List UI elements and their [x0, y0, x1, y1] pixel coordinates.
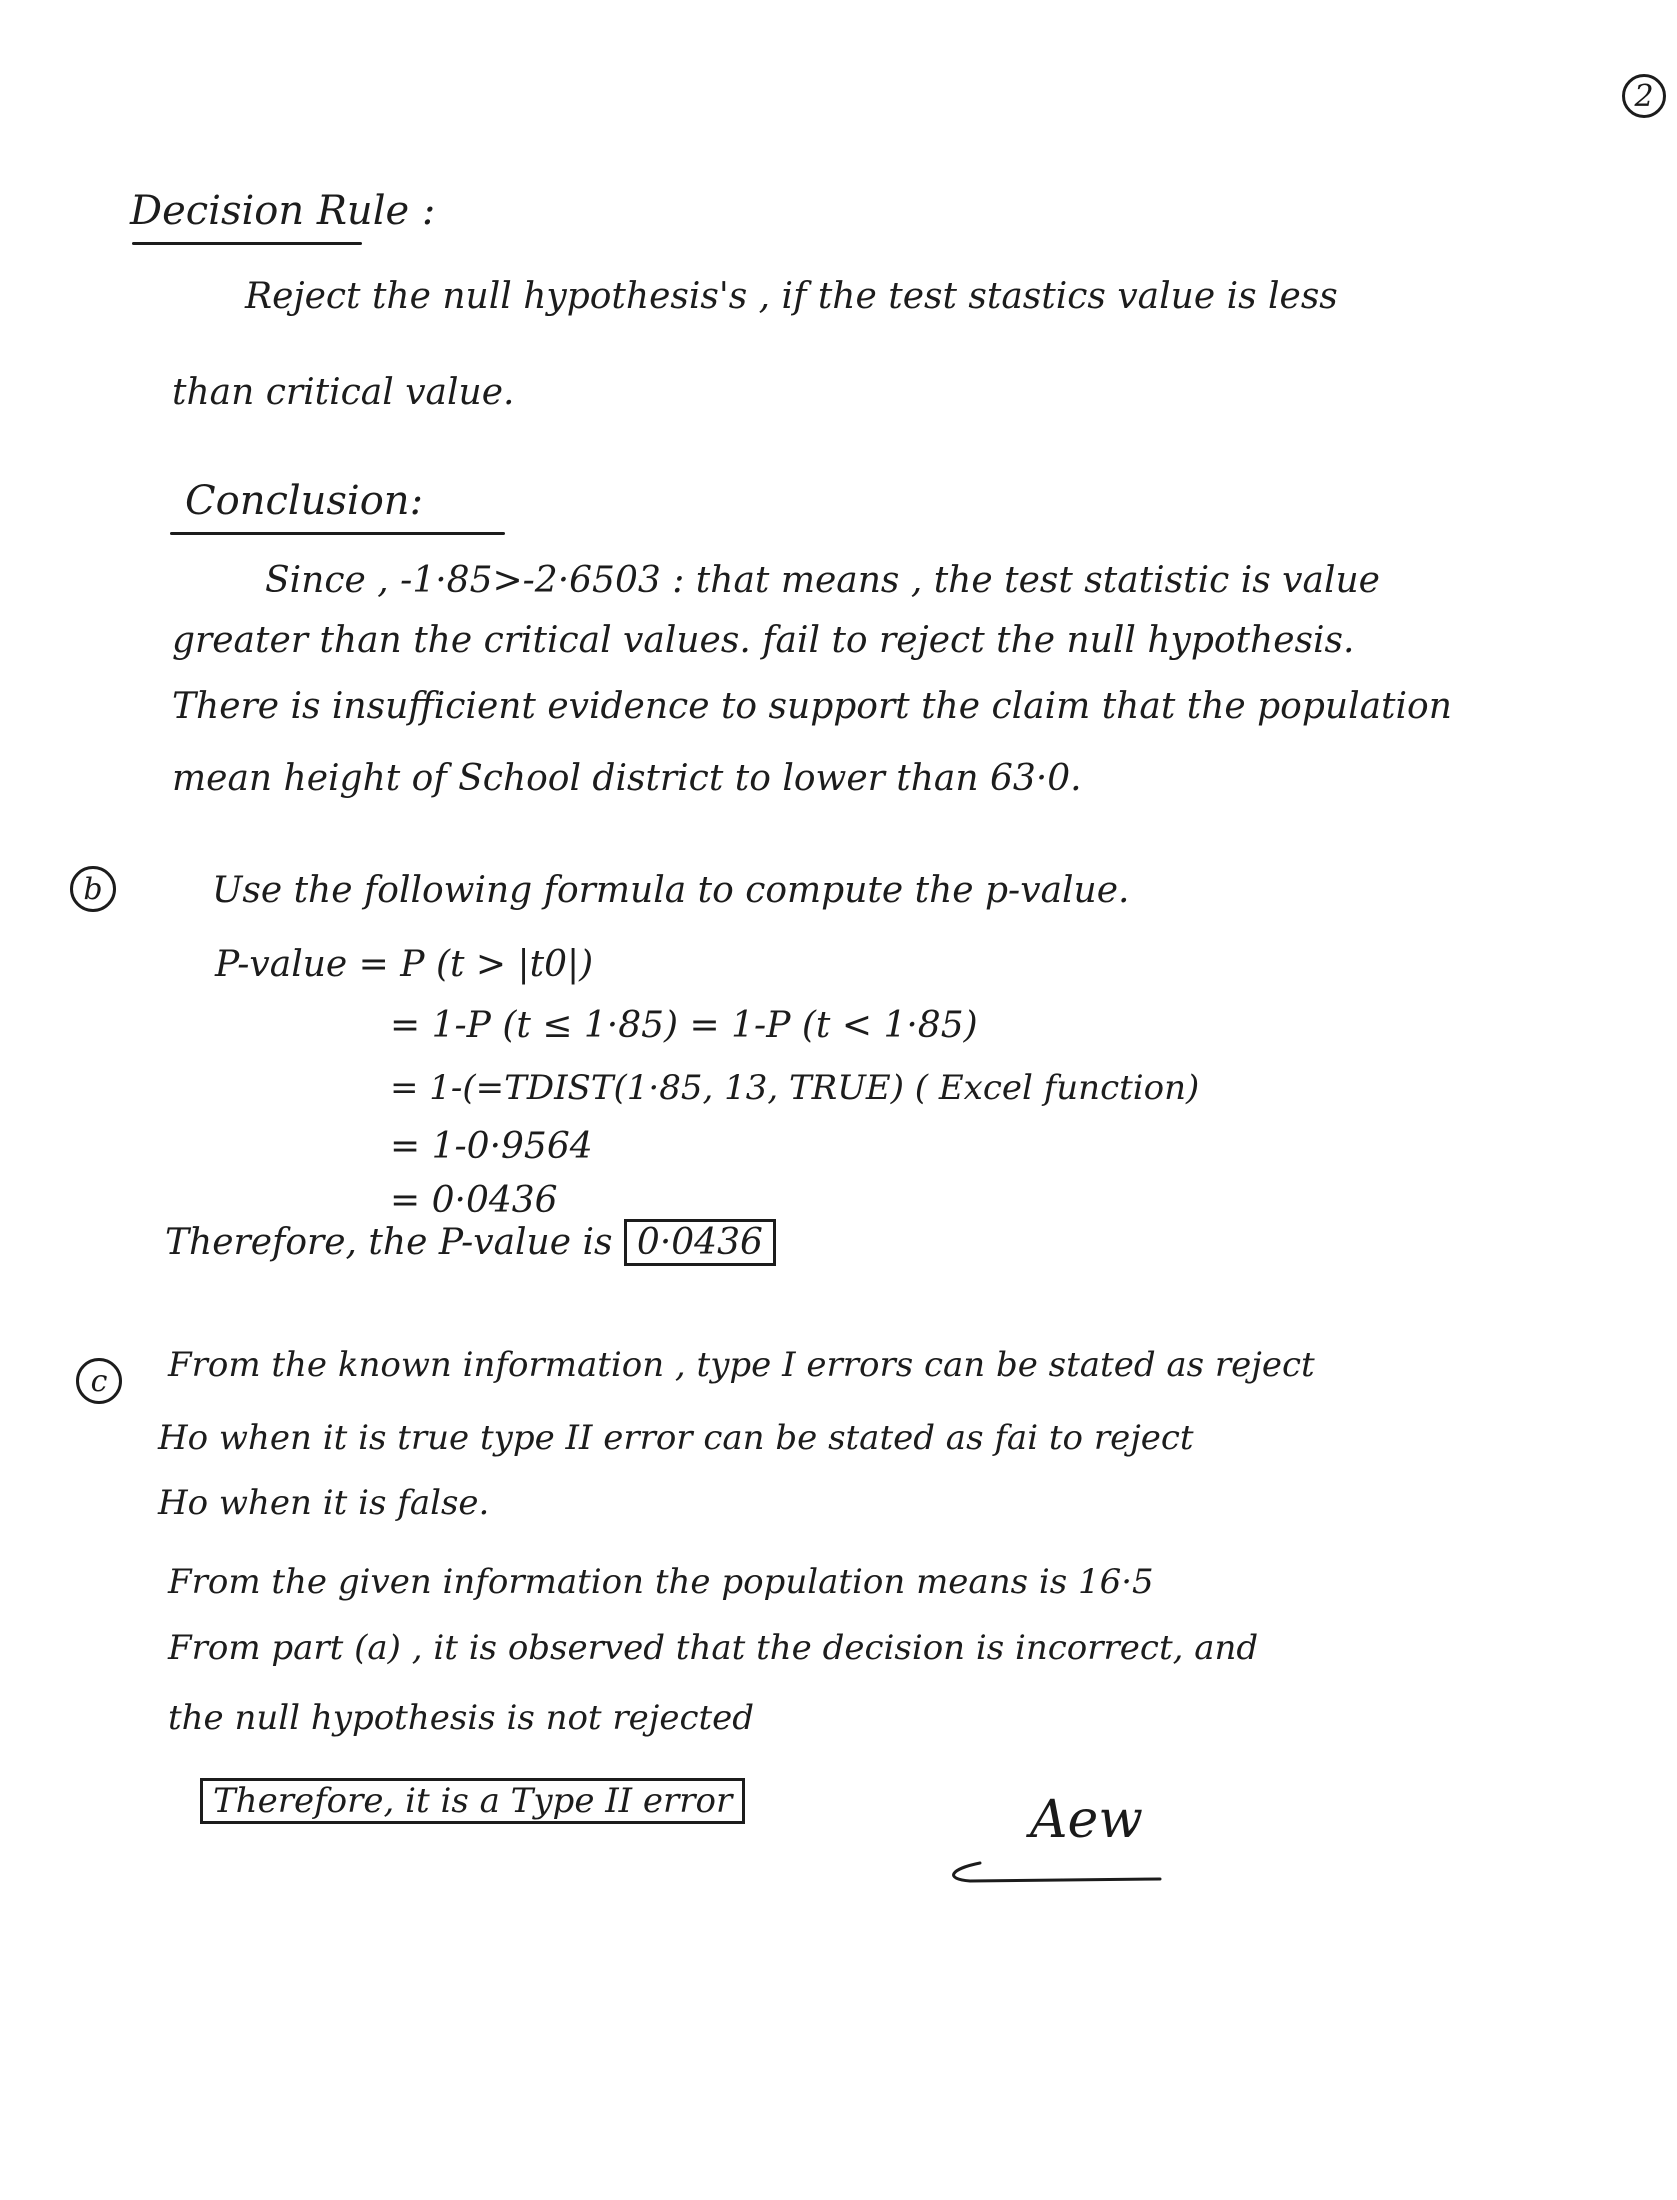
part-c-line-3: Ho when it is false. — [158, 1483, 490, 1523]
conclusion-line-2: greater than the critical values. fail to reject the null hypothesis. — [172, 620, 1355, 661]
part-c-line-2: Ho when it is true type II error can be stated as fai to reject — [158, 1418, 1194, 1458]
conclusion-underline — [170, 532, 505, 535]
part-c-line-6: the null hypothesis is not rejected — [168, 1698, 755, 1738]
page-number-badge — [1622, 74, 1666, 118]
part-b-intro: Use the following formula to compute the p-value. — [212, 870, 1130, 911]
part-c-label: c — [76, 1358, 122, 1404]
type-ii-conclusion-box: Therefore, it is a Type II error — [200, 1778, 745, 1824]
decision-rule-heading: Decision Rule : — [130, 188, 436, 234]
part-c-line-4: From the given information the population means is 16·5 — [168, 1562, 1154, 1602]
pvalue-line-3: = 1-(=TDIST(1·85, 13, TRUE) ( Excel function) — [390, 1068, 1200, 1108]
conclusion-heading: Conclusion: — [185, 478, 424, 524]
conclusion-line-1: Since , -1·85>-2·6503 : that means , the test statistic is value — [265, 560, 1380, 601]
pvalue-result — [165, 1222, 776, 1263]
pvalue-line-2: = 1-P (t ≤ 1·85) = 1-P (t < 1·85) — [390, 1005, 978, 1046]
part-c-line-1: From the known information , type I errors can be stated as reject — [168, 1345, 1315, 1385]
pvalue-line-4: = 1-0·9564 — [390, 1126, 593, 1167]
pvalue-result-box: 0·0436 — [624, 1219, 776, 1266]
conclusion-line-4: mean height of School district to lower than 63·0. — [172, 758, 1082, 799]
part-c-line-5: From part (a) , it is observed that the decision is incorrect, and — [168, 1628, 1259, 1668]
part-b-label: b — [70, 866, 116, 912]
conclusion-line-3: There is insufficient evidence to support the claim that the population — [172, 686, 1452, 727]
decision-rule-line-2: than critical value. — [172, 372, 515, 413]
decision-rule-line-1: Reject the null hypothesis's , if the test stastics value is less — [245, 276, 1338, 317]
signature: Aew — [1030, 1790, 1143, 1850]
page-number: 2 — [1634, 78, 1654, 114]
pvalue-line-5: = 0·0436 — [390, 1180, 558, 1221]
signature-underline-icon — [940, 1855, 1170, 1895]
pvalue-line-1: P-value = P (t > |t0|) — [215, 944, 594, 985]
decision-rule-underline — [132, 242, 362, 245]
pvalue-result-prefix: Therefore, the P-value is — [165, 1222, 613, 1263]
